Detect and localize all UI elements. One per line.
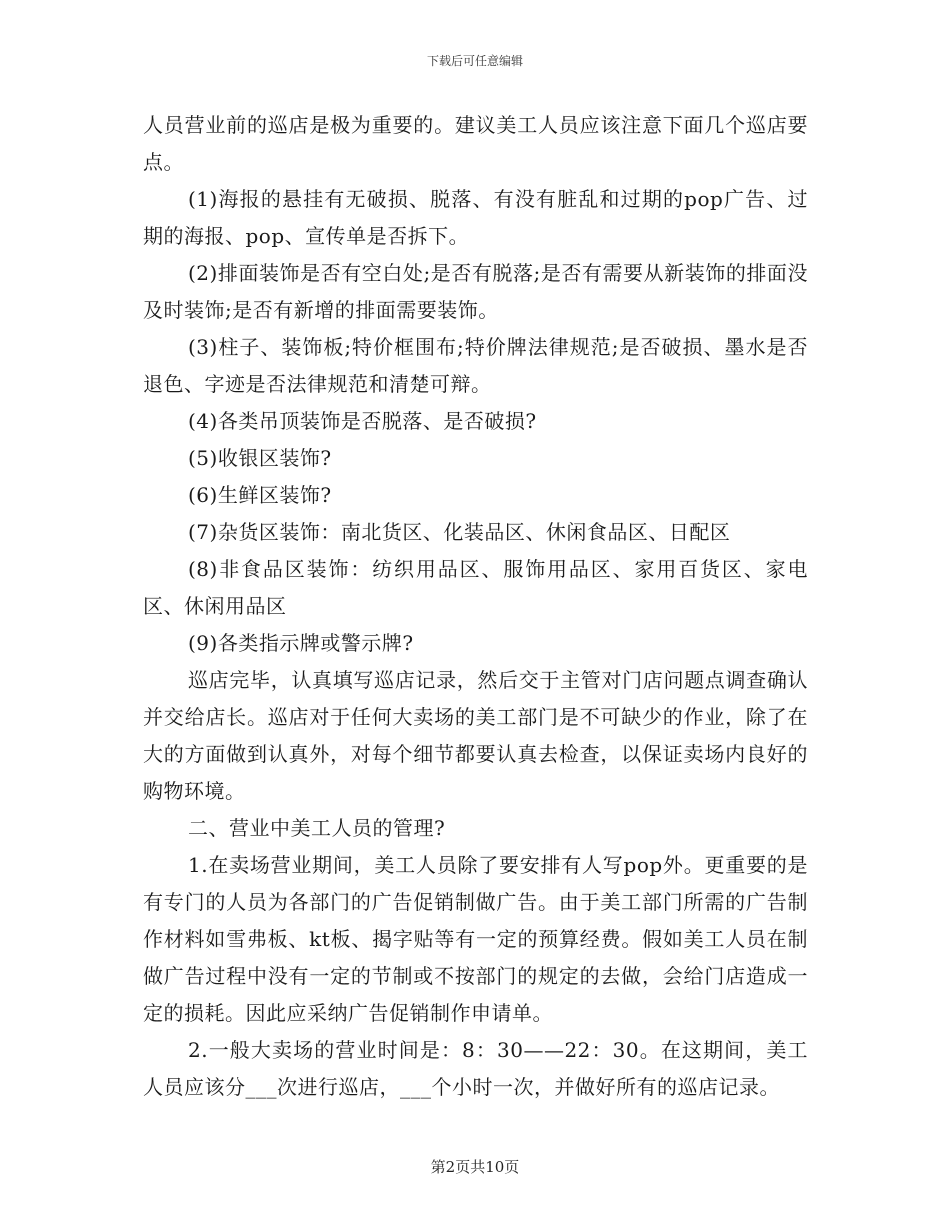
- paragraph: (5)收银区装饰?: [188, 446, 332, 470]
- paragraph: 人员营业前的巡店是极为重要的。建议美工人员应该注意下面几个巡店要点。: [143, 113, 808, 174]
- paragraph: (6)生鲜区装饰?: [188, 483, 332, 507]
- paragraph: (7)杂货区装饰：南北货区、化装品区、休闲食品区、日配区: [188, 520, 731, 544]
- paragraph: (4)各类吊顶装饰是否脱落、是否破损?: [188, 409, 537, 433]
- section-heading: 二、营业中美工人员的管理?: [188, 816, 446, 840]
- paragraph: 巡店完毕，认真填写巡店记录，然后交于主管对门店问题点调查确认并交给店长。巡店对于任何大卖场的美工部门是不可缺少的作业，除了在大的方面做到认真外，对每个细节都要认真去检查，以保证卖场内良好的购物环境。: [143, 668, 808, 803]
- page-number: 第2页共10页: [430, 1158, 520, 1176]
- paragraph: (1)海报的悬挂有无破损、脱落、有没有脏乱和过期的pop广告、过期的海报、pop、宣传单是否拆下。: [143, 187, 808, 248]
- paragraph: 2.一般大卖场的营业时间是：8：30——22：30。在这期间，美工人员应该分___次进行巡店，___个小时一次，并做好所有的巡店记录。: [143, 1038, 808, 1099]
- paragraph: (2)排面装饰是否有空白处;是否有脱落;是否有需要从新装饰的排面没及时装饰;是否有新增的排面需要装饰。: [143, 261, 808, 322]
- paragraph: (8)非食品区装饰：纺织用品区、服饰用品区、家用百货区、家电区、休闲用品区: [143, 557, 808, 618]
- paragraph: (3)柱子、装饰板;特价框围布;特价牌法律规范;是否破损、墨水是否退色、字迹是否法律规范和清楚可辩。: [143, 335, 808, 396]
- page-header: 下载后可任意编辑: [426, 54, 523, 68]
- document-body: [143, 107, 808, 1106]
- paragraph: 1.在卖场营业期间，美工人员除了要安排有人写pop外。更重要的是有专门的人员为各部门的广告促销制做广告。由于美工部门所需的广告制作材料如雪弗板、kt板、揭字贴等有一定的预算经费。假如美工人员在制做广告过程中没有一定的节制或不按部门的规定的去做，会给门店造成一定的损耗。因此应采纳广告促销制作申请单。: [143, 853, 808, 1025]
- paragraph: (9)各类指示牌或警示牌?: [188, 631, 414, 655]
